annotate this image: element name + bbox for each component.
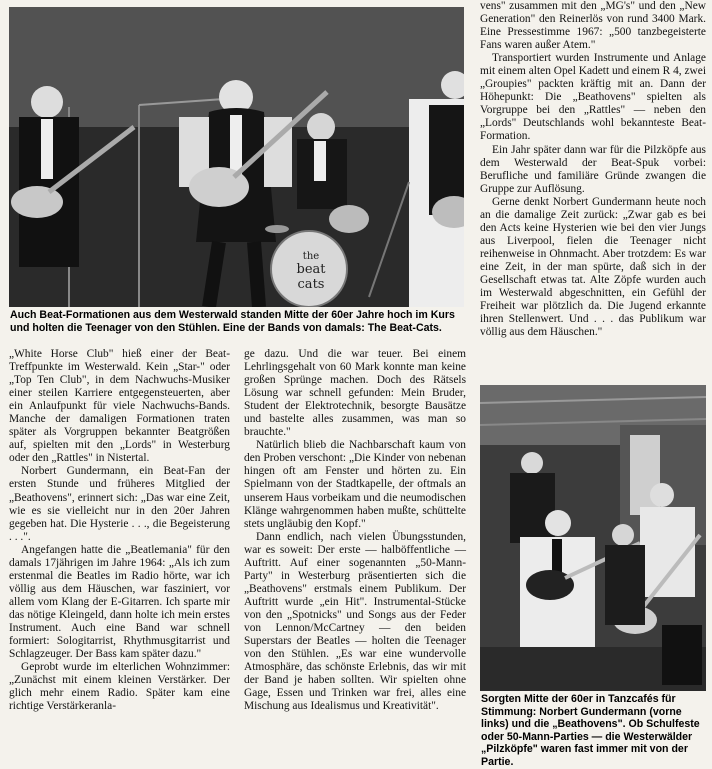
- col3-paragraph-1: vens" zusammen mit den „MG's" und den „New Generation" den Reinerlös von rund 3400 Mark. Eine Pressestimme 1967: „500 tanzbegeisterte Fans waren außer Atem.": [480, 0, 706, 52]
- article-column-2: [244, 348, 466, 713]
- col1-paragraph-1: „White Horse Club" hieß einer der Beat-Treffpunkte im Westerwald. Kein „Star-" oder „Top Ten Club", in dem Nachwuchs-Musiker einer steilen Karriere entgegensteuerten, aber ein Anlaufpunkt für viele Nachwuchs-Bands. Manche der damaligen Formationen traten später als Vorgruppen bekannter Beatgrößen auf, spielten mit den „Lords" in Westerburg oder den „Rattles" in Nistertal.: [9, 348, 230, 465]
- col1-paragraph-2: Norbert Gundermann, ein Beat-Fan der ersten Stunde und früheres Mitglied der „Beathovens", erinnert sich: „Das war eine Zeit, wie es sie vielleicht nur in den 20er Jahren gegeben hat. Die Hysterie . . ., die Begeisterung . . .".: [9, 465, 230, 543]
- col3-paragraph-3: Ein Jahr später dann war für die Pilzköpfe aus dem Westerwald der Beat-Spuk vorbei: Berufliche und familiäre Gründe zwangen die Gruppe zur Auflösung.: [480, 143, 706, 195]
- col1-paragraph-4: Geprobt wurde im elterlichen Wohnzimmer: „Zunächst mit einem kleinen Verstärker. Der glich mehr einem Radio. Später kam eine richtige Verstärkeranla-: [9, 661, 230, 713]
- col1-paragraph-3: Angefangen hatte die „Beatlemania" für den damals 17jährigen im Jahre 1964: „Als ich zum erstenmal die Beatles im Radio hörte, war ich völlig aus dem Häuschen, war fasziniert, vor allem vom Klang der E-Gitarren. Ich sparte mir das nötige Kleingeld, dann holte ich mein erstes Instrument. Auch eine Band war schnell formiert: Sologitarrist, Rhythmusgitarrist und Schlagzeuger. Der Bass kam später dazu.": [9, 543, 230, 661]
- article-column-3: [480, 0, 706, 339]
- col2-paragraph-2: Natürlich blieb die Nachbarschaft kaum von den Proben verschont: „Die Kinder von nebenan hingen oft am Fenster und hörten zu. Ein Spielmann von der Stadtkapelle, der oftmals an unserem Haus vorbeikam und die neumodischen Klänge wahrgenommen haben mußte, schüttelte stets ungläubig den Kopf.": [244, 439, 466, 530]
- photo-beat-cats: [9, 7, 464, 307]
- drum-text-cats: cats: [297, 277, 325, 292]
- drum-text-the: the: [302, 251, 320, 262]
- col2-paragraph-1: ge dazu. Und die war teuer. Bei einem Lehrlingsgehalt von 60 Mark konnte man keine großen Sprünge machen. Doch des Rätsels Lösung war schnell gefunden: Mein Bruder, Student der Elektrotechnik, besorgte Bausätze und bastelte alles zusammen, was man so brauchte.": [244, 348, 466, 439]
- photo-beathovens: [480, 385, 706, 691]
- col3-paragraph-4: Gerne denkt Norbert Gundermann heute noch an die damalige Zeit zurück: „Zwar gab es bei den Acts keine Hysterien wie bei den vier Jungs aus Liverpool, fielen die Teenager nicht reihenweise in Ohnmacht. Aber trotzdem: Es war eine Zeit, in der man spürte, daß sich in der Gesellschaft etwas tat. Alte Zöpfe wurden auch im Westerwald abgeschnitten, ein Gefühl der Freiheit war plötzlich da. Die Jugend erkannte ihren Stellenwert. Und . . . das Publikum war völlig aus dem Häuschen.": [480, 195, 706, 339]
- beathovens-image: [480, 385, 706, 691]
- beat-cats-image: [9, 7, 464, 307]
- photo-beathovens-caption: Sorgten Mitte der 60er in Tanzcafés für Stimmung: Norbert Gundermann (vorne links) und die „Beathovens". Ob Schulfeste oder 50-Mann-Parties — die Westerwälder „Pilzköpfe" waren fast immer mit von der Partie.: [481, 693, 700, 768]
- col3-paragraph-2: Transportiert wurden Instrumente und Anlage mit einem alten Opel Kadett und einem R 4, zwei „Groupies" packten kräftig mit an. Dann der Höhepunkt: Die „Beathovens" spielten als Vorgruppe bei den „Rattles" — neben den „Lords" Deutschlands wohl bekannteste Beat-Formation.: [480, 52, 706, 143]
- col2-paragraph-3: Dann endlich, nach vielen Übungsstunden, war es soweit: Der erste — halböffentliche — Auftritt. Auf einer sogenannten „50-Mann-Party" in Westerburg präsentierten sich die „Beathovens" erstmals einem Publikum. Der Auftritt wurde „ein Hit". Instrumental-Stücke von den „Spotnicks" und Songs aus der Feder von Lennon/McCartney — den beiden Superstars der Beatles — holten die Teenager von den Stühlen. „Es war eine wundervolle Atmosphäre, das schönste Erlebnis, das wir mit der Band je haben sollten. Wir spielten ohne Gage, Essen und Trinken war frei, alles eine Mischung aus Idealismus und Kreativität".: [244, 530, 466, 713]
- article-column-1: [9, 348, 230, 713]
- photo-beat-cats-caption: Auch Beat-Formationen aus dem Westerwald standen Mitte der 60er Jahre hoch im Kurs und holten die Teenager von den Stühlen. Eine der Bands von damals: The Beat-Cats.: [10, 309, 455, 334]
- drum-text-beat: beat: [296, 262, 326, 277]
